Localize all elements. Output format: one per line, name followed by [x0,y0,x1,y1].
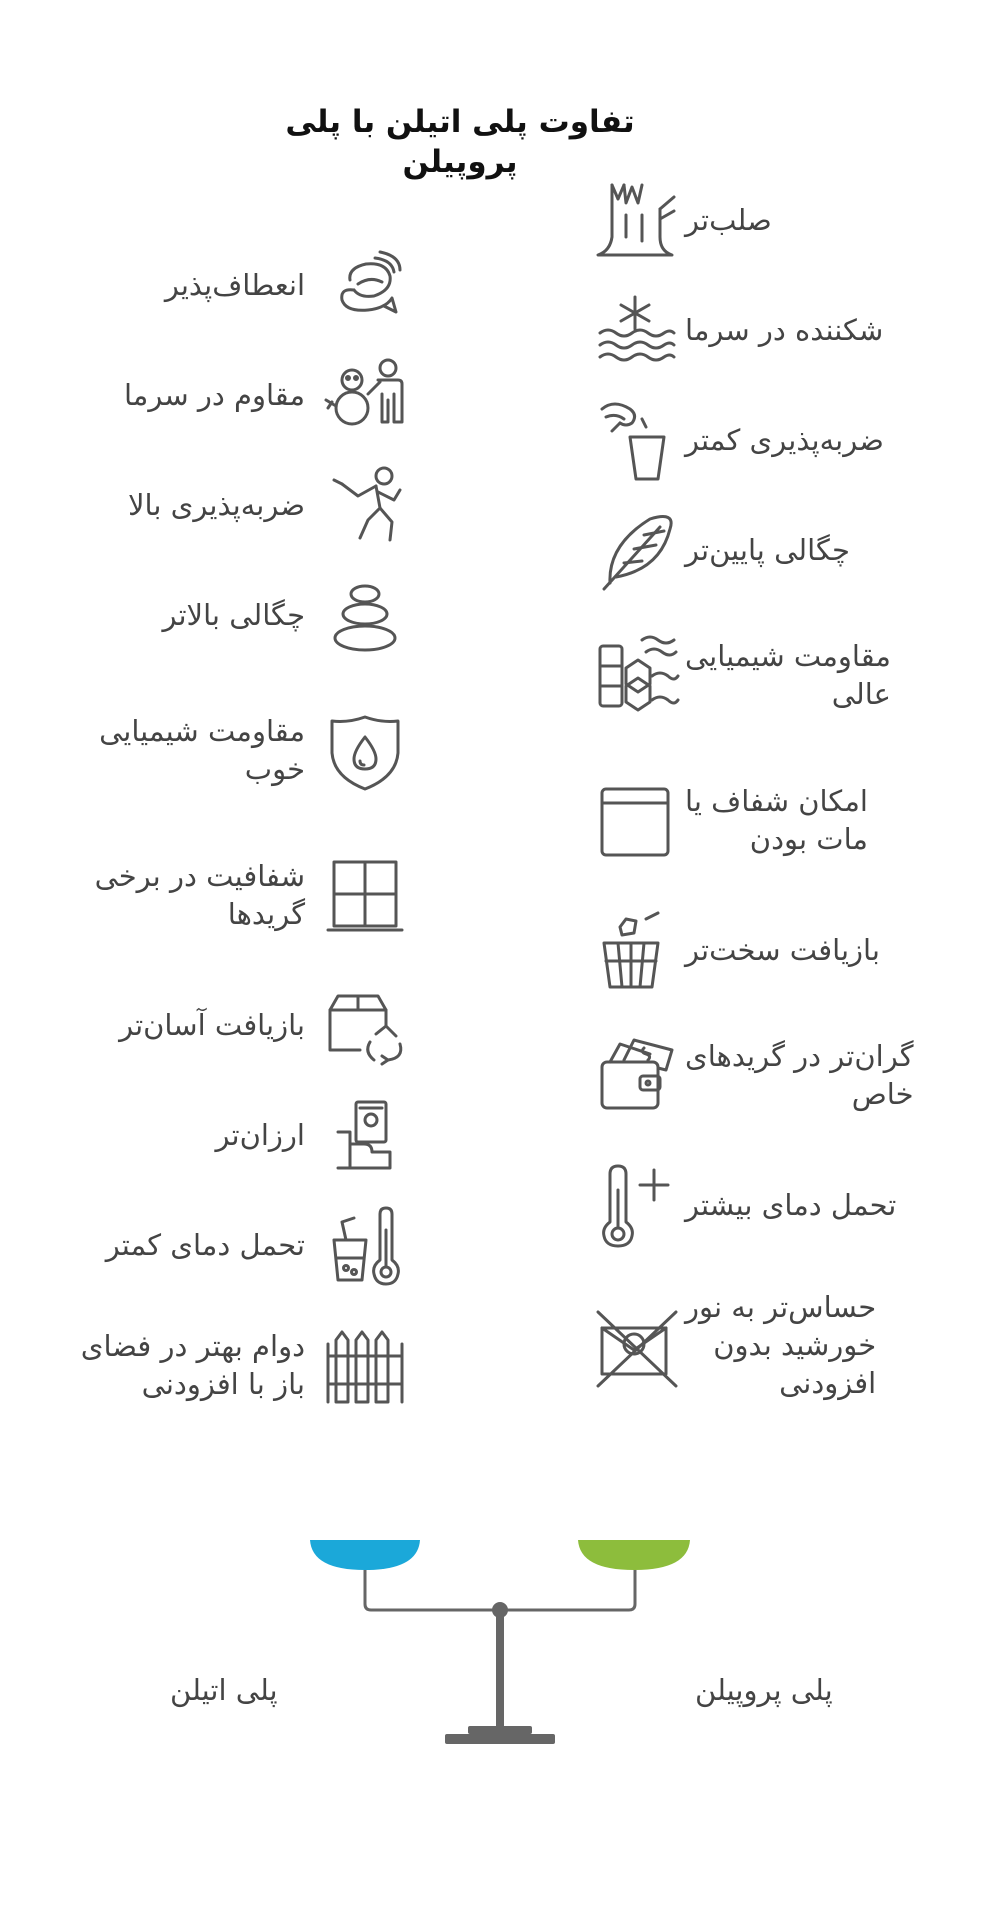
blank-window-icon [590,775,680,865]
polypropylene-pan [578,1540,690,1570]
tree-stump-icon [590,175,680,265]
polypropylene-item-label: شکننده در سرما [685,313,884,347]
polyethylene-item-label: بازیافت آسان‌تر [119,1008,305,1042]
polyethylene-item-label: انعطاف‌پذیر [164,268,305,302]
polypropylene-item-label: صلب‌تر [685,203,772,237]
hand-cup-icon [590,395,680,485]
polypropylene-item-label: تحمل دمای بیشتر [685,1188,897,1222]
polyethylene-item-label: دوام بهتر در فضای باز با افزودنی [80,1329,305,1401]
cup-thermometer-icon [320,1200,410,1290]
polyethylene-item-label: ارزان‌تر [215,1118,305,1152]
balance-base-bottom [445,1734,555,1744]
stacked-stones-icon [320,570,410,660]
polypropylene-item-label: بازیافت سخت‌تر [685,933,880,967]
polypropylene-item-label: امکان شفاف یا مات بودن [685,784,868,856]
polypropylene-item-label: حساس‌تر به نور خورشید بدون افزودنی [685,1290,877,1400]
flexible-ribbon-icon [320,240,410,330]
polypropylene-label: پلی پروپیلن [695,1673,833,1707]
polyethylene-pan [310,1540,420,1570]
shield-drop-icon [320,705,410,795]
polyethylene-item-label: مقاومت شیمیایی خوب [99,714,305,786]
window-icon [320,850,410,940]
polyethylene-item-label: مقاوم در سرما [123,378,305,412]
trash-basket-icon [590,905,680,995]
box-recycle-icon [320,980,410,1070]
falling-person-icon [320,460,410,550]
polypropylene-item-label: گران‌تر در گریدهای خاص [685,1039,914,1111]
polyethylene-item-label: ضربه‌پذیری بالا [128,488,305,522]
barrels-waves-icon [590,630,680,720]
polypropylene-item-label: مقاومت شیمیایی عالی [685,639,891,711]
balance-scale [300,1530,700,1750]
thermometer-plus-icon [590,1160,680,1250]
polyethylene-item-label: تحمل دمای کمتر [105,1228,305,1262]
snowflake-waves-icon [590,285,680,375]
no-sun-icon [590,1300,680,1390]
wallet-icon [590,1030,680,1120]
polypropylene-item-label: ضربه‌پذیری کمتر [685,423,884,457]
fence-icon [320,1320,410,1410]
polyethylene-label: پلی اتیلن [170,1673,278,1707]
balance-pole [496,1610,504,1730]
polypropylene-item-label: چگالی پایین‌تر [685,533,850,567]
money-hand-icon [320,1090,410,1180]
feather-icon [590,505,680,595]
snowman-icon [320,350,410,440]
polyethylene-item-label: شفافیت در برخی گریدها [94,859,305,931]
page-title: تفاوت پلی اتیلن با پلی پروپیلن [285,104,635,180]
polyethylene-item-label: چگالی بالاتر [162,598,305,632]
balance-base-top [468,1726,532,1734]
